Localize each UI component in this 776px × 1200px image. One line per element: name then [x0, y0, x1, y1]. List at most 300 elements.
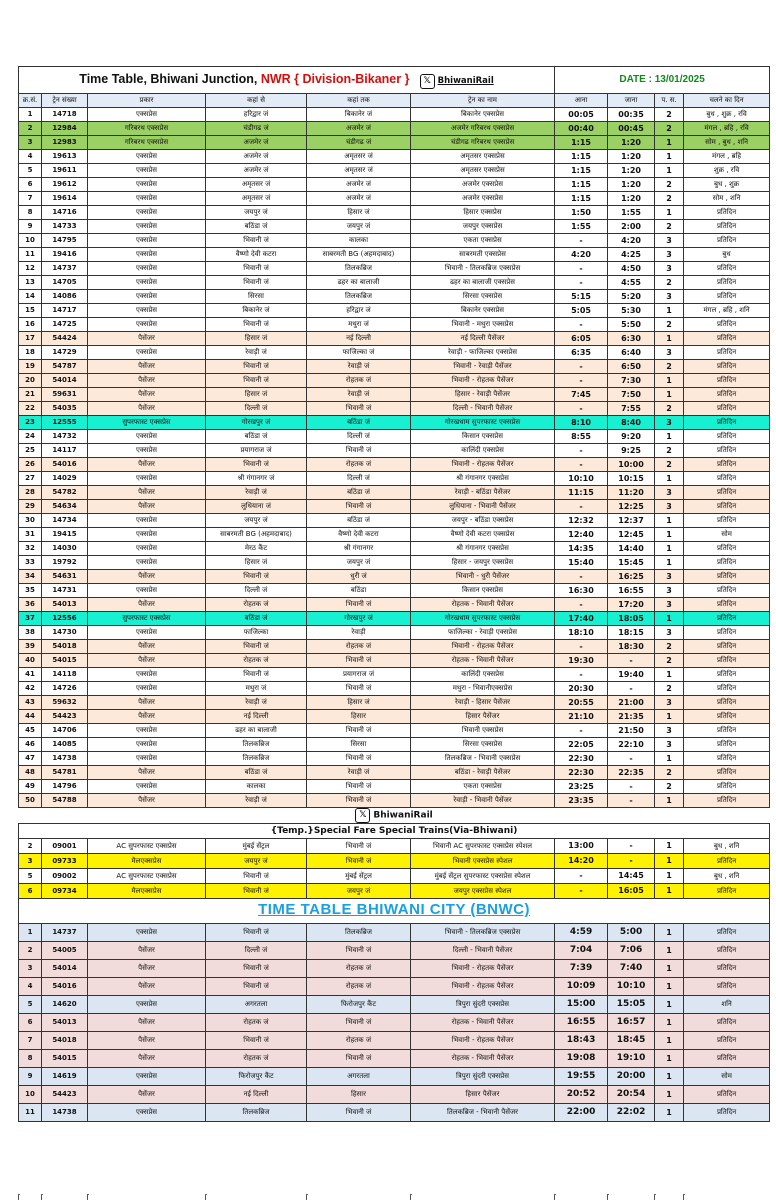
from-station-cell: भिवानी जं — [206, 374, 307, 388]
platform-cell: 1 — [655, 612, 684, 626]
arrival-cell: - — [555, 724, 608, 738]
from-station-cell: फिरोजपुर कैंट — [206, 1068, 307, 1086]
train-number-cell: 54788 — [42, 794, 88, 808]
train-name-cell: तिलकब्रिज - भिवानी पैसेंजर — [411, 1104, 555, 1122]
from-station-cell: तिलकब्रिज — [206, 1104, 307, 1122]
table-row — [19, 1032, 770, 1050]
table-row — [19, 262, 770, 276]
train-type-cell: एक्सप्रेस — [88, 192, 206, 206]
departure-cell: 1:20 — [608, 150, 655, 164]
train-name-cell: अमृतसर एक्सप्रेस — [411, 164, 555, 178]
departure-cell: 4:55 — [608, 276, 655, 290]
serial-cell: 34 — [19, 570, 42, 584]
run-days-cell: प्रतिदिन — [684, 556, 770, 570]
departure-cell: - — [608, 752, 655, 766]
from-station-cell: फाजिल्का — [206, 626, 307, 640]
run-days-cell: प्रतिदिन — [684, 402, 770, 416]
train-number-cell: 14733 — [42, 220, 88, 234]
from-station-cell: श्री गंगानगर जं — [206, 472, 307, 486]
serial-cell: 4 — [19, 150, 42, 164]
arrival-cell: 17:40 — [555, 612, 608, 626]
table-row — [19, 486, 770, 500]
train-number-cell: 14738 — [42, 752, 88, 766]
arrival-cell: - — [555, 374, 608, 388]
to-station-cell: भिवानी जं — [307, 1050, 411, 1068]
from-station-cell: गोरखपुर जं — [206, 416, 307, 430]
table-row — [19, 584, 770, 598]
platform-cell: 1 — [655, 752, 684, 766]
departure-cell: 18:15 — [608, 626, 655, 640]
from-station-cell: ढहर का बालाजी — [206, 724, 307, 738]
train-type-cell: एक्सप्रेस — [88, 738, 206, 752]
run-days-cell: प्रतिदिन — [684, 640, 770, 654]
to-station-cell: भिवानी जं — [307, 500, 411, 514]
serial-cell: 25 — [19, 444, 42, 458]
run-days-cell: प्रतिदिन — [684, 486, 770, 500]
train-name-cell: हिसार पैसेंजर — [411, 1086, 555, 1104]
departure-cell: 10:10 — [608, 978, 655, 996]
from-station-cell: अजमेर जं — [206, 164, 307, 178]
train-name-cell: श्री गंगानगर एक्सप्रेस — [411, 472, 555, 486]
table-row — [19, 640, 770, 654]
run-days-cell: सोम — [684, 528, 770, 542]
platform-cell: 3 — [655, 598, 684, 612]
from-station-cell: मथुरा जं — [206, 682, 307, 696]
arrival-cell: 7:45 — [555, 388, 608, 402]
train-number-cell: 12555 — [42, 416, 88, 430]
arrival-cell: - — [555, 869, 608, 884]
run-days-cell: मंगल , ब्रहि , शनि — [684, 304, 770, 318]
train-number-cell: 14620 — [42, 996, 88, 1014]
run-days-cell: प्रतिदिन — [684, 766, 770, 780]
serial-cell: 27 — [19, 472, 42, 486]
train-name-cell: भिवानी एक्सप्रेस — [411, 724, 555, 738]
departure-cell: 18:05 — [608, 612, 655, 626]
serial-cell: 10 — [19, 234, 42, 248]
run-days-cell: प्रतिदिन — [684, 262, 770, 276]
platform-cell: 3 — [655, 626, 684, 640]
arrival-cell: 14:35 — [555, 542, 608, 556]
departure-cell: 10:15 — [608, 472, 655, 486]
serial-cell: 44 — [19, 710, 42, 724]
train-type-cell: एक्सप्रेस — [88, 346, 206, 360]
platform-cell: 1 — [655, 388, 684, 402]
train-type-cell: एक्सप्रेस — [88, 556, 206, 570]
train-number-cell: 54634 — [42, 500, 88, 514]
train-number-cell: 14729 — [42, 346, 88, 360]
cut-off-divider — [205, 1194, 207, 1200]
table-row — [19, 766, 770, 780]
platform-cell: 1 — [655, 528, 684, 542]
from-station-cell: नई दिल्ली — [206, 710, 307, 724]
serial-cell: 2 — [19, 839, 42, 854]
run-days-cell: प्रतिदिन — [684, 1086, 770, 1104]
run-days-cell: प्रतिदिन — [684, 752, 770, 766]
departure-cell: 9:20 — [608, 430, 655, 444]
serial-cell: 3 — [19, 854, 42, 869]
train-name-cell: त्रिपुरा सुंदरी एक्सप्रेस — [411, 1068, 555, 1086]
arrival-cell: 1:55 — [555, 220, 608, 234]
train-number-cell: 54423 — [42, 1086, 88, 1104]
train-type-cell: AC सुपरफास्ट एक्सप्रेस — [88, 869, 206, 884]
departure-cell: 9:25 — [608, 444, 655, 458]
from-station-cell: दिल्ली जं — [206, 584, 307, 598]
serial-cell: 30 — [19, 514, 42, 528]
serial-cell: 6 — [19, 1014, 42, 1032]
platform-cell: 1 — [655, 472, 684, 486]
table-row — [19, 290, 770, 304]
run-days-cell: प्रतिदिन — [684, 1104, 770, 1122]
platform-cell: 1 — [655, 978, 684, 996]
departure-cell: 12:25 — [608, 500, 655, 514]
to-station-cell: प्रयागराज जं — [307, 668, 411, 682]
run-days-cell: प्रतिदिन — [684, 374, 770, 388]
train-number-cell: 54005 — [42, 942, 88, 960]
table-row — [19, 996, 770, 1014]
table-row — [19, 374, 770, 388]
table-row — [19, 542, 770, 556]
to-station-cell: फिरोजपुर कैंट — [307, 996, 411, 1014]
train-name-cell: अजमेर गरिबरथ एक्सप्रेस — [411, 122, 555, 136]
to-station-cell: सिरसा — [307, 738, 411, 752]
train-name-cell: रेवाड़ी - भिवानी पैसेंजर — [411, 794, 555, 808]
cut-off-divider — [18, 1194, 20, 1200]
to-station-cell: रेवाड़ी जं — [307, 388, 411, 402]
arrival-cell: - — [555, 444, 608, 458]
train-name-cell: हिसार - रेवाड़ी पैसेंजर — [411, 388, 555, 402]
from-station-cell: भिवानी जं — [206, 960, 307, 978]
platform-cell: 2 — [655, 654, 684, 668]
platform-cell: 3 — [655, 416, 684, 430]
from-station-cell: अमृतसर जं — [206, 192, 307, 206]
train-name-cell: भिवानी - रोहतक पैसेंजर — [411, 1032, 555, 1050]
table-row — [19, 794, 770, 808]
platform-cell: 3 — [655, 262, 684, 276]
train-number-cell: 14732 — [42, 430, 88, 444]
arrival-cell: 23:25 — [555, 780, 608, 794]
train-name-cell: फाजिल्का - रेवाड़ी एक्सप्रेस — [411, 626, 555, 640]
train-number-cell: 54014 — [42, 374, 88, 388]
departure-cell: 00:35 — [608, 108, 655, 122]
departure-cell: 19:40 — [608, 668, 655, 682]
arrival-cell: - — [555, 458, 608, 472]
train-type-cell: एक्सप्रेस — [88, 528, 206, 542]
table-row — [19, 780, 770, 794]
to-station-cell: गोरखपुर जं — [307, 612, 411, 626]
from-station-cell: तिलकब्रिज — [206, 752, 307, 766]
train-type-cell: मैलएक्सप्रेस — [88, 884, 206, 899]
train-number-cell: 14118 — [42, 668, 88, 682]
from-station-cell: रोहतक जं — [206, 1014, 307, 1032]
train-number-cell: 54035 — [42, 402, 88, 416]
train-number-cell: 54424 — [42, 332, 88, 346]
serial-cell: 6 — [19, 884, 42, 899]
from-station-cell: जयपुर जं — [206, 206, 307, 220]
run-days-cell: मंगल , ब्रहि — [684, 150, 770, 164]
serial-cell: 1 — [19, 924, 42, 942]
serial-cell: 41 — [19, 668, 42, 682]
table-row — [19, 869, 770, 884]
arrival-cell: 12:40 — [555, 528, 608, 542]
platform-cell: 1 — [655, 332, 684, 346]
serial-cell: 4 — [19, 978, 42, 996]
train-number-cell: 54782 — [42, 486, 88, 500]
cut-off-divider — [654, 1194, 656, 1200]
departure-cell: 12:37 — [608, 514, 655, 528]
platform-cell: 1 — [655, 1068, 684, 1086]
from-station-cell: भिवानी जं — [206, 978, 307, 996]
to-station-cell: बठिंडा जं — [307, 514, 411, 528]
train-type-cell: पैसेंजर — [88, 1032, 206, 1050]
train-type-cell: गरिबरथ एक्सप्रेस — [88, 122, 206, 136]
train-type-cell: पैसेंजर — [88, 458, 206, 472]
train-name-cell: भिवानी - रोहतक पैसेंजर — [411, 640, 555, 654]
train-type-cell: एक्सप्रेस — [88, 164, 206, 178]
arrival-cell: 11:15 — [555, 486, 608, 500]
train-number-cell: 12983 — [42, 136, 88, 150]
arrival-cell: 10:09 — [555, 978, 608, 996]
platform-cell: 2 — [655, 108, 684, 122]
departure-cell: 12:45 — [608, 528, 655, 542]
departure-cell: 16:05 — [608, 884, 655, 899]
platform-cell: 1 — [655, 374, 684, 388]
table-row — [19, 1014, 770, 1032]
from-station-cell: तिलकब्रिज — [206, 738, 307, 752]
train-number-cell: 14730 — [42, 626, 88, 640]
departure-cell: 7:06 — [608, 942, 655, 960]
table-row — [19, 654, 770, 668]
to-station-cell: चंडीगढ जं — [307, 136, 411, 150]
train-type-cell: एक्सप्रेस — [88, 472, 206, 486]
train-name-cell: सिरसा एक्सप्रेस — [411, 290, 555, 304]
serial-cell: 22 — [19, 402, 42, 416]
run-days-cell: प्रतिदिन — [684, 472, 770, 486]
title-division: NWR { Division-Bikaner } — [260, 72, 410, 86]
to-station-cell: भिवानी जं — [307, 1014, 411, 1032]
run-days-cell: प्रतिदिन — [684, 780, 770, 794]
serial-cell: 39 — [19, 640, 42, 654]
table-row — [19, 626, 770, 640]
platform-cell: 2 — [655, 178, 684, 192]
table-row — [19, 248, 770, 262]
table-row — [19, 924, 770, 942]
table-row — [19, 220, 770, 234]
arrival-cell: 4:59 — [555, 924, 608, 942]
platform-cell: 1 — [655, 869, 684, 884]
departure-cell: 5:00 — [608, 924, 655, 942]
run-days-cell: प्रतिदिन — [684, 654, 770, 668]
to-station-cell: हिसार जं — [307, 696, 411, 710]
table-row — [19, 416, 770, 430]
train-number-cell: 54423 — [42, 710, 88, 724]
train-number-cell: 19611 — [42, 164, 88, 178]
departure-cell: 22:35 — [608, 766, 655, 780]
to-station-cell: अजमेर जं — [307, 178, 411, 192]
column-header-row — [19, 94, 770, 108]
departure-cell: 1:20 — [608, 164, 655, 178]
run-days-cell: प्रतिदिन — [684, 682, 770, 696]
from-station-cell: दिल्ली जं — [206, 942, 307, 960]
cut-off-divider — [554, 1194, 556, 1200]
train-type-cell: एक्सप्रेस — [88, 108, 206, 122]
run-days-cell: प्रतिदिन — [684, 500, 770, 514]
platform-cell: 1 — [655, 136, 684, 150]
serial-cell: 40 — [19, 654, 42, 668]
train-name-cell: भिवानी - रोहतक पैसेंजर — [411, 978, 555, 996]
from-station-cell: जयपुर जं — [206, 514, 307, 528]
train-type-cell: एक्सप्रेस — [88, 668, 206, 682]
special-title-row — [19, 824, 770, 839]
train-number-cell: 19613 — [42, 150, 88, 164]
platform-cell: 2 — [655, 122, 684, 136]
train-number-cell: 14737 — [42, 924, 88, 942]
table-row — [19, 150, 770, 164]
serial-cell: 16 — [19, 318, 42, 332]
from-station-cell: रेवाड़ी जं — [206, 794, 307, 808]
train-name-cell: हिसार पैसेंजर — [411, 710, 555, 724]
departure-cell: 4:50 — [608, 262, 655, 276]
from-station-cell: हिसार जं — [206, 388, 307, 402]
table-row — [19, 234, 770, 248]
table-row — [19, 612, 770, 626]
train-type-cell: एक्सप्रेस — [88, 626, 206, 640]
header-title-cell — [19, 67, 555, 94]
arrival-cell: 1:15 — [555, 150, 608, 164]
train-type-cell: एक्सप्रेस — [88, 1068, 206, 1086]
table-row — [19, 458, 770, 472]
table-row — [19, 1104, 770, 1122]
table-row — [19, 178, 770, 192]
col-from-header: कहां से — [206, 94, 307, 108]
from-station-cell: भिवानी जं — [206, 1032, 307, 1050]
to-station-cell: अजमेर जं — [307, 192, 411, 206]
arrival-cell: 1:15 — [555, 136, 608, 150]
departure-cell: 11:20 — [608, 486, 655, 500]
departure-cell: 4:25 — [608, 248, 655, 262]
cut-off-divider — [87, 1194, 89, 1200]
special-brand-handle: BhiwaniRail — [373, 810, 433, 821]
departure-cell: 1:20 — [608, 136, 655, 150]
col-train-name-header: ट्रेन का नाम — [411, 94, 555, 108]
train-number-cell: 19614 — [42, 192, 88, 206]
arrival-cell: - — [555, 234, 608, 248]
arrival-cell: 1:15 — [555, 178, 608, 192]
platform-cell: 1 — [655, 960, 684, 978]
platform-cell: 3 — [655, 570, 684, 584]
table-row — [19, 556, 770, 570]
train-name-cell: तिलकब्रिज - भिवानी एक्सप्रेस — [411, 752, 555, 766]
serial-cell: 24 — [19, 430, 42, 444]
from-station-cell: भिवानी जं — [206, 640, 307, 654]
platform-cell: 1 — [655, 1014, 684, 1032]
departure-cell: 14:40 — [608, 542, 655, 556]
train-name-cell: श्री गंगानगर एक्सप्रेस — [411, 542, 555, 556]
train-name-cell: हिसार एक्सप्रेस — [411, 206, 555, 220]
train-type-cell: पैसेंजर — [88, 960, 206, 978]
train-number-cell: 12984 — [42, 122, 88, 136]
to-station-cell: अजमेर जं — [307, 122, 411, 136]
departure-cell: 20:54 — [608, 1086, 655, 1104]
train-name-cell: सिरसा एक्सप्रेस — [411, 738, 555, 752]
train-number-cell: 54018 — [42, 640, 88, 654]
train-name-cell: मुंबई सेंट्रल सुपरफास्ट एक्सप्रेस स्पेशल — [411, 869, 555, 884]
run-days-cell: प्रतिदिन — [684, 668, 770, 682]
run-days-cell: प्रतिदिन — [684, 514, 770, 528]
train-name-cell: भिवानी - रोहतक पैसेंजर — [411, 960, 555, 978]
run-days-cell: प्रतिदिन — [684, 388, 770, 402]
serial-cell: 9 — [19, 1068, 42, 1086]
from-station-cell: भिवानी जं — [206, 869, 307, 884]
train-type-cell: पैसेंजर — [88, 402, 206, 416]
from-station-cell: भिवानी जं — [206, 360, 307, 374]
run-days-cell: प्रतिदिन — [684, 542, 770, 556]
train-name-cell: रेवाड़ी - फाजिल्का एक्सप्रेस — [411, 346, 555, 360]
serial-cell: 20 — [19, 374, 42, 388]
platform-cell: 1 — [655, 304, 684, 318]
arrival-cell: 21:10 — [555, 710, 608, 724]
platform-cell: 1 — [655, 1050, 684, 1068]
train-number-cell: 19415 — [42, 528, 88, 542]
to-station-cell: रोहतक जं — [307, 458, 411, 472]
departure-cell: 10:00 — [608, 458, 655, 472]
train-type-cell: एक्सप्रेस — [88, 584, 206, 598]
serial-cell: 32 — [19, 542, 42, 556]
train-name-cell: नई दिल्ली पैसेंजर — [411, 332, 555, 346]
departure-cell: 5:50 — [608, 318, 655, 332]
departure-cell: - — [608, 682, 655, 696]
train-type-cell: पैसेंजर — [88, 486, 206, 500]
from-station-cell: रोहतक जं — [206, 1050, 307, 1068]
serial-cell: 28 — [19, 486, 42, 500]
train-name-cell: दिल्ली - भिवानी पैसेंजर — [411, 402, 555, 416]
cut-off-divider — [306, 1194, 308, 1200]
from-station-cell: भिवानी जं — [206, 276, 307, 290]
train-number-cell: 14725 — [42, 318, 88, 332]
to-station-cell: जयपुर जं — [307, 884, 411, 899]
train-name-cell: बिकानेर एक्सप्रेस — [411, 108, 555, 122]
to-station-cell: हिसार — [307, 710, 411, 724]
train-name-cell: वैष्णो देवी कटरा एक्सप्रेस — [411, 528, 555, 542]
to-station-cell: बठिंडा — [307, 584, 411, 598]
city-title-row — [19, 899, 770, 924]
serial-cell: 38 — [19, 626, 42, 640]
table-row — [19, 942, 770, 960]
table-row — [19, 1086, 770, 1104]
train-number-cell: 54787 — [42, 360, 88, 374]
to-station-cell: मथुरा जं — [307, 318, 411, 332]
x-logo-icon: 𝕏 — [420, 74, 435, 89]
platform-cell: 3 — [655, 724, 684, 738]
special-trains-title: {Temp.}Special Fare Special Trains(Via-Bhiwani) — [19, 824, 770, 839]
departure-cell: 7:30 — [608, 374, 655, 388]
train-type-cell: एक्सप्रेस — [88, 150, 206, 164]
from-station-cell: सिरसा — [206, 290, 307, 304]
train-type-cell: एक्सप्रेस — [88, 780, 206, 794]
platform-cell: 3 — [655, 738, 684, 752]
platform-cell: 2 — [655, 276, 684, 290]
to-station-cell: फाजिल्का जं — [307, 346, 411, 360]
train-name-cell: चंडीगढ गरिबरथ एक्सप्रेस — [411, 136, 555, 150]
from-station-cell: अमृतसर जं — [206, 178, 307, 192]
train-number-cell: 19792 — [42, 556, 88, 570]
to-station-cell: रोहतक जं — [307, 960, 411, 978]
arrival-cell: - — [555, 262, 608, 276]
platform-cell: 1 — [655, 430, 684, 444]
to-station-cell: भिवानी जं — [307, 598, 411, 612]
arrival-cell: 23:35 — [555, 794, 608, 808]
train-type-cell: एक्सप्रेस — [88, 682, 206, 696]
train-name-cell: रोहतक - भिवानी पैसेंजर — [411, 598, 555, 612]
